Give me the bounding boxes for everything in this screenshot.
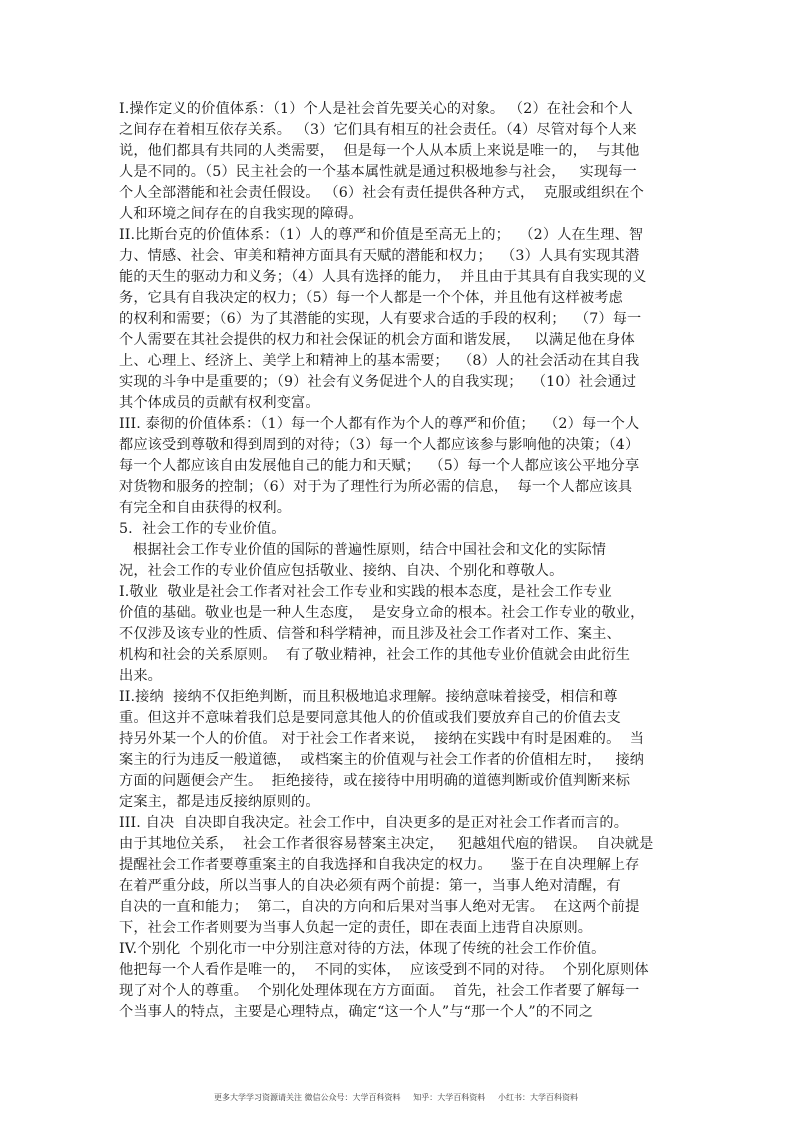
text-line: 能的天生的驱动力和义务；（4）人具有选择的能力， 并且由于其具有自我实现的义: [119, 269, 647, 285]
text-line: 有完全和自由获得的权利。: [119, 500, 292, 516]
text-line: 案主的行为违反一般道德， 或档案主的价值观与社会工作者的价值相左时， 接纳: [119, 752, 645, 768]
text-line: 提醒社会工作者要尊重案主的自我选择和自我决定的权力。 鉴于在自决理解上存: [119, 857, 640, 873]
text-line: 对货物和服务的控制；（6）对于为了理性行为所必需的信息， 每一个人都应该具: [119, 479, 633, 495]
text-line: 在着严重分歧，所以当事人的自决必须有两个前提：第一，当事人绝对清醒，有: [119, 878, 621, 894]
text-line: I.操作定义的价值体系：（1）个人是社会首先要关心的对象。 （2）在社会和个人: [119, 101, 633, 117]
text-line: 下，社会工作者则要为当事人负起一定的责任，即在表面上违背自决原则。: [119, 920, 593, 936]
text-line: 每一个人都应该自由发展他自己的能力和天赋； （5）每一个人都应该公平地分享: [119, 458, 640, 474]
text-line: 方面的问题便会产生。 拒绝接待，或在接待中用明确的道德判断或价值判断来标: [119, 773, 631, 789]
text-line: 都应该受到尊敬和得到周到的对待；（3）每一个人都应该参与影响他的决策；（4）: [119, 437, 640, 453]
text-line: 机构和社会的关系原则。 有了敬业精神，社会工作的其他专业价值就会由此衍生: [119, 647, 631, 663]
text-line: 人是不同的。（5）民主社会的一个基本属性就是通过积极地参与社会， 实现每一: [119, 164, 637, 180]
text-line: 务，它具有自我决定的权力；（5）每一个人都是一个个体，并且他有这样被考虑: [119, 290, 623, 306]
text-line: 力、情感、社会、审美和精神方面具有天赋的潜能和权力； （3）人具有实现其潜: [119, 248, 640, 264]
text-line: 不仅涉及该专业的性质、信誉和科学精神，而且涉及社会工作者对工作、案主、: [119, 626, 621, 642]
text-line: II.接纳 接纳不仅拒绝判断，而且积极地追求理解。接纳意味着接受，相信和尊: [119, 689, 618, 705]
text-line: 持另外某一个人的价值。 对于社会工作者来说， 接纳在实践中有时是困难的。 当: [119, 731, 645, 747]
text-line: 个当事人的特点，主要是心理特点，确定“这一个人”与“那一个人”的不同之: [119, 1004, 594, 1020]
page-footer: 更多大学学习资源请关注 微信公众号：大学百科资料 知乎：大学百科资料 小红书：大学百科资料: [214, 1093, 578, 1102]
text-line: 由于其地位关系， 社会工作者很容易替案主决定， 犯越俎代庖的错误。 自决就是: [119, 836, 654, 852]
text-line: 上、心理上、经济上、美学上和精神上的基本需要； （8）人的社会活动在其自我: [119, 353, 640, 369]
text-line: 现了对个人的尊重。 个别化处理体现在方方面面。 首先，社会工作者要了解每一: [119, 983, 640, 999]
text-line: 定案主，都是违反接纳原则的。: [119, 794, 320, 810]
section-heading: 5. 社会工作的专业价值。: [119, 521, 286, 537]
text-line: 出来。: [119, 668, 163, 684]
text-line: 自决的一直和能力； 第二，自决的方向和后果对当事人绝对无害。 在这两个前提: [119, 899, 640, 915]
text-line: 个人需要在其社会提供的权力和社会保证的机会方面和谐发展， 以满足他在身体: [119, 332, 635, 348]
text-line: IV.个别化 个别化市一中分别注意对待的方法，体现了传统的社会工作价值。: [119, 941, 606, 957]
text-line: 重。但这并不意味着我们总是要同意其他人的价值或我们要放弃自己的价值去支: [119, 710, 621, 726]
text-line: II.比斯台克的价值体系：（1）人的尊严和价值是至高无上的； （2）人在生理、智: [119, 227, 644, 243]
text-line: 根据社会工作专业价值的国际的普遍性原则，结合中国社会和文化的实际情: [119, 542, 607, 558]
text-line: 之间存在着相互依存关系。 （3）它们具有相互的社会责任。（4）尽管对每个人来: [119, 122, 637, 138]
text-line: I.敬业 敬业是社会工作者对社会工作专业和实践的根本态度，是社会工作专业: [119, 584, 612, 600]
text-line: 个人全部潜能和社会责任假设。 （6）社会有责任提供各种方式， 克服或组织在个: [119, 185, 644, 201]
text-line: 他把每一个人看作是唯一的， 不同的实体， 应该受到不同的对待。 个别化原则体: [119, 962, 649, 978]
text-line: III. 泰彻的价值体系：（1）每一个人都有作为个人的尊严和价值； （2）每一个人: [119, 416, 640, 432]
text-line: 价值的基础。敬业也是一种人生态度， 是安身立命的根本。社会工作专业的敬业，: [119, 605, 645, 621]
text-line: 况，社会工作的专业价值应包括敬业、接纳、自决、个别化和尊敬人。: [119, 563, 564, 579]
text-line: 其个体成员的贡献有权利变富。: [119, 395, 320, 411]
text-line: 实现的斗争中是重要的；（9）社会有义务促进个人的自我实现； （10）社会通过: [119, 374, 637, 390]
text-line: 说，他们都具有共同的人类需要， 但是每一个人从本质上来说是唯一的， 与其他: [119, 143, 640, 159]
text-line: III. 自决 自决即自我决定。社会工作中，自决更多的是正对社会工作者而言的。: [119, 815, 629, 831]
text-line: 人和环境之间存在的自我实现的障碍。: [119, 206, 363, 222]
text-line: 的权利和需要；（6）为了其潜能的实现，人有要求合适的手段的权利； （7）每一: [119, 311, 642, 327]
